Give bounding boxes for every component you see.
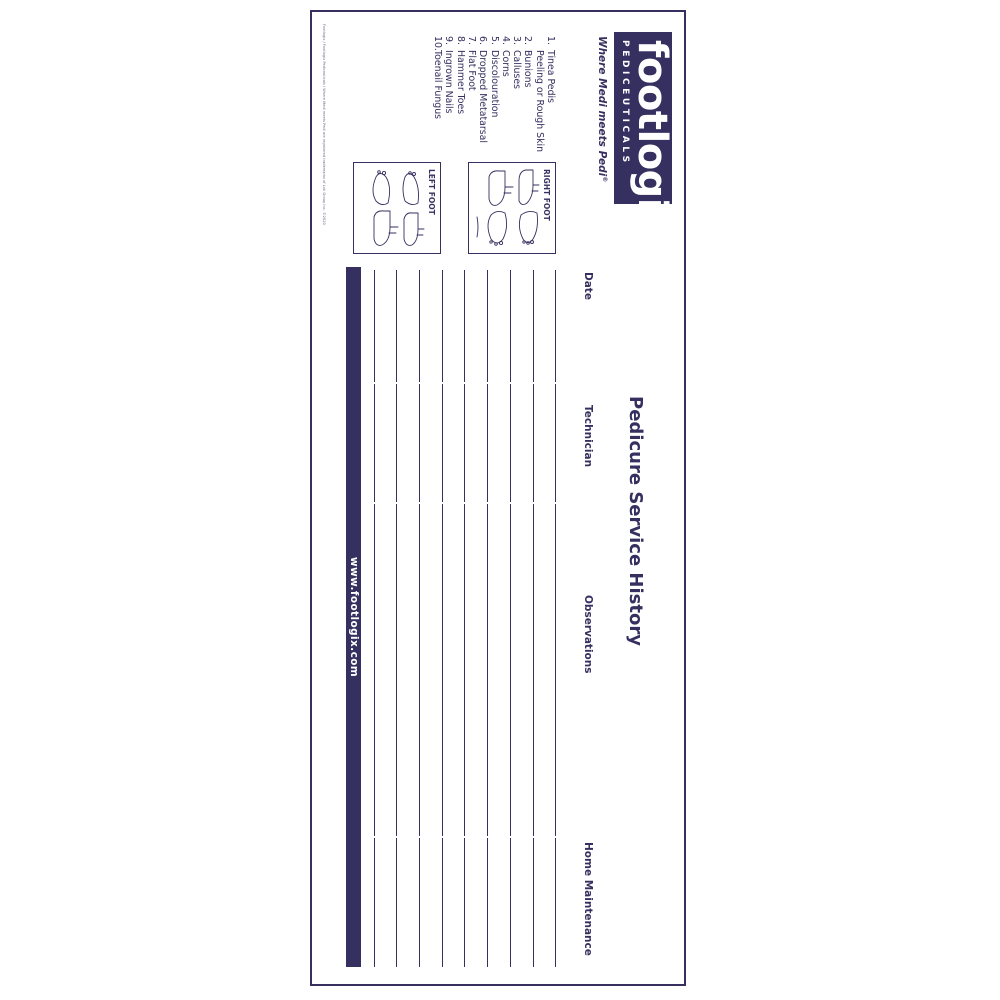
column-gap xyxy=(339,836,577,838)
list-item: 10.Toenail Fungus xyxy=(432,36,444,120)
entry-line[interactable] xyxy=(374,270,375,967)
entry-line[interactable] xyxy=(419,270,420,967)
entry-line[interactable] xyxy=(487,270,488,967)
service-history-card xyxy=(310,10,686,986)
logo-wordmark: footlogix® xyxy=(629,40,675,246)
entry-line[interactable] xyxy=(555,270,556,967)
column-header-home-maintenance: Home Maintenance xyxy=(582,842,594,956)
left-foot-diagram xyxy=(353,162,441,254)
entry-line[interactable] xyxy=(510,270,511,967)
column-header-date: Date xyxy=(582,272,594,300)
website-url[interactable]: www.footlogix.com xyxy=(348,556,360,678)
right-foot-illustration xyxy=(471,167,541,249)
entry-line[interactable] xyxy=(442,270,443,967)
list-item: 1.Tinea Pedis xyxy=(545,36,556,104)
left-foot-illustration xyxy=(356,167,426,249)
entry-line[interactable] xyxy=(464,270,465,967)
entry-line[interactable] xyxy=(533,270,534,967)
list-item: 4.Corns xyxy=(499,36,511,77)
left-foot-label: LEFT FOOT xyxy=(427,169,436,215)
column-gap xyxy=(339,382,577,384)
list-item: 5.Discolouration xyxy=(488,36,500,118)
website-banner xyxy=(346,267,361,967)
list-item: 6.Dropped Metatarsal xyxy=(477,36,489,143)
entry-line[interactable] xyxy=(396,270,397,967)
trademark-footnote: Footlogix / Footlogix Pediceuticals / Where Medi meets Pedi are registered trademarks of Loti Group Inc. ©2020 xyxy=(322,24,326,225)
brand-tagline: Where Medi meets Pedi® xyxy=(596,36,608,183)
footlogix-logo xyxy=(614,32,675,246)
list-item: 7.Flat Foot xyxy=(465,36,477,91)
right-foot-label: RIGHT FOOT xyxy=(542,169,551,221)
card-content xyxy=(312,12,684,984)
list-item: 9.Ingrown Nails xyxy=(443,36,455,114)
list-item: 2.Bunions xyxy=(522,36,534,88)
logo-subtitle: PEDICEUTICALS xyxy=(620,40,630,166)
page-title: Pedicure Service History xyxy=(625,396,646,646)
list-item: Peeling or Rough Skin xyxy=(533,50,545,153)
list-item: 3.Calluses xyxy=(511,36,523,89)
column-header-observations: Observations xyxy=(582,595,594,674)
right-foot-diagram xyxy=(468,162,556,254)
column-header-technician: Technician xyxy=(582,405,594,468)
column-gap xyxy=(339,502,577,504)
list-item: 8.Hammer Toes xyxy=(454,36,466,115)
conditions-list xyxy=(432,36,556,152)
